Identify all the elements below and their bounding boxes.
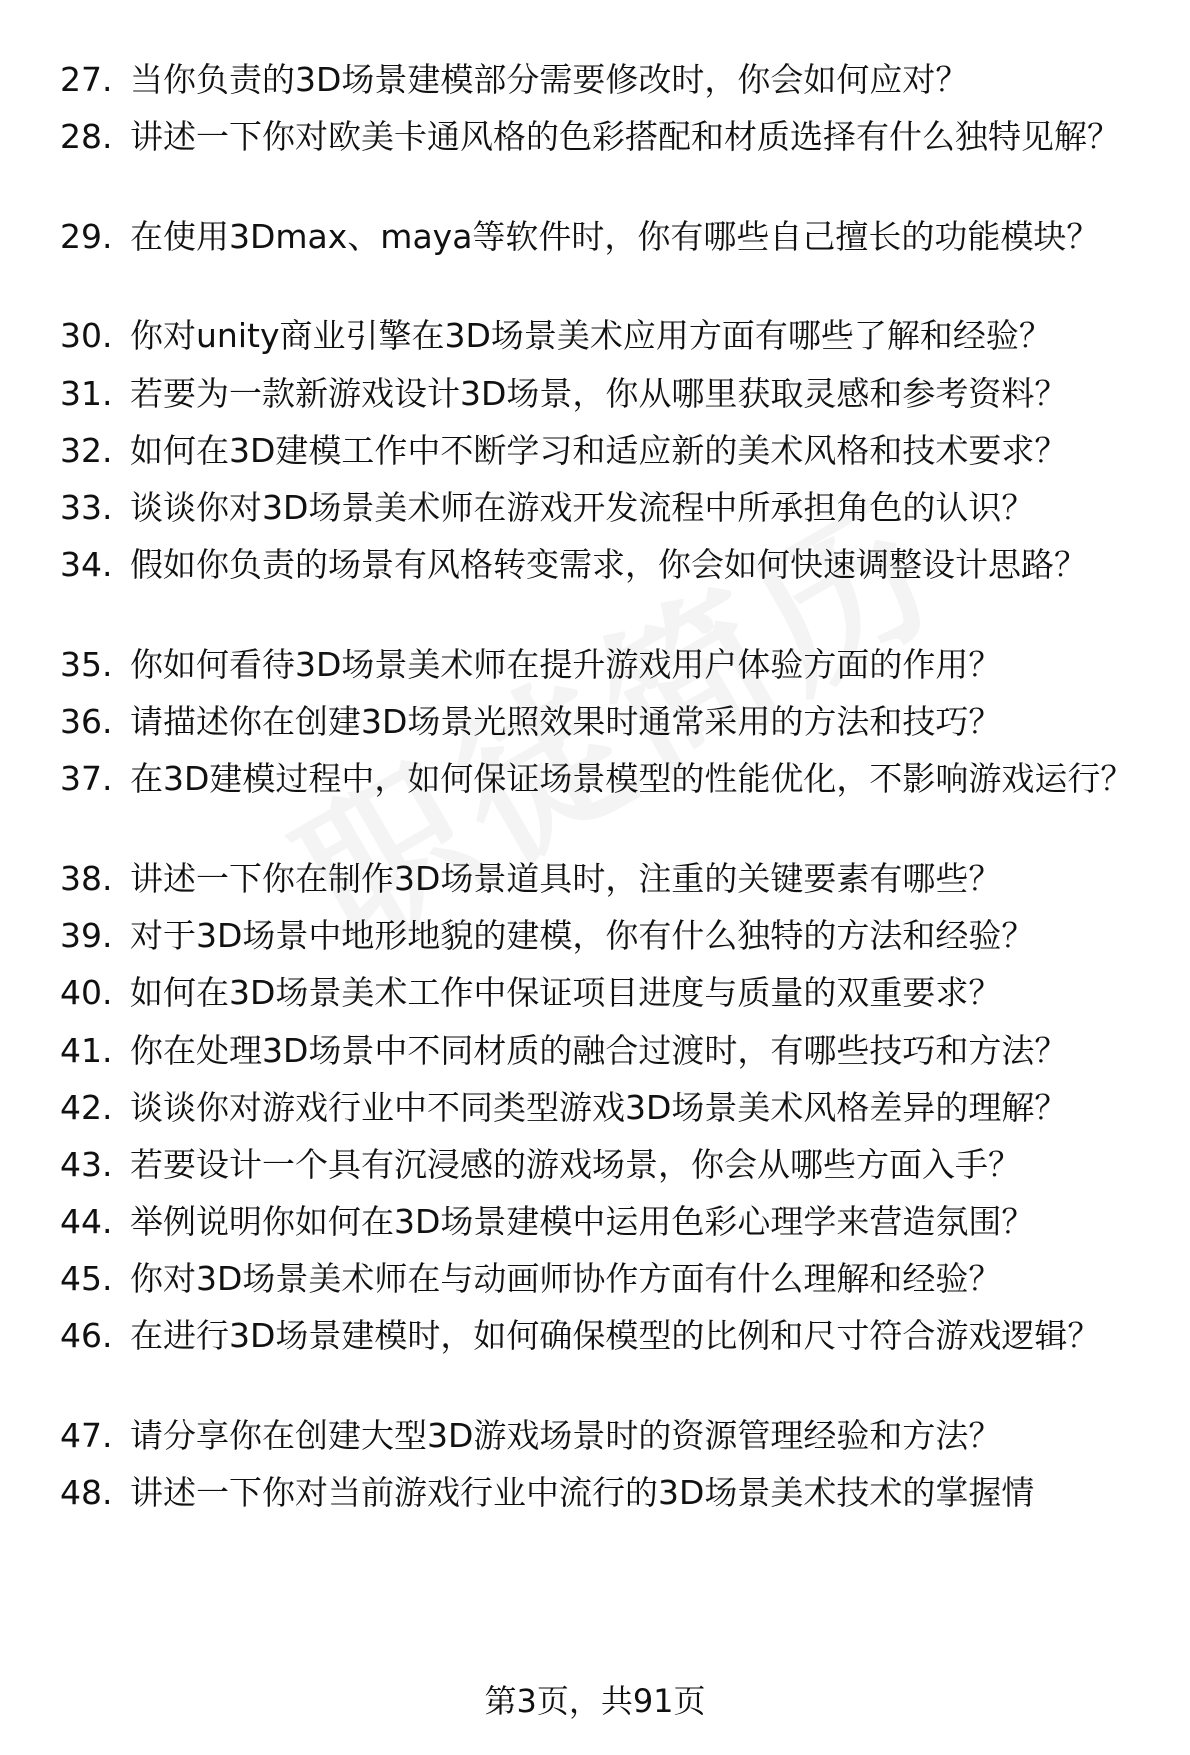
question-text: 讲述一下你对欧美卡通风格的色彩搭配和材质选择有什么独特见解？ xyxy=(130,117,1120,156)
question-number: 46. xyxy=(60,1316,113,1355)
question-text: 在使用3Dmax、maya等软件时，你有哪些自己擅长的功能模块？ xyxy=(130,217,1100,256)
question-number: 37. xyxy=(60,759,113,798)
question-text: 谈谈你对游戏行业中不同类型游戏3D场景美术风格差异的理解？ xyxy=(130,1088,1068,1127)
question-number: 28. xyxy=(60,117,113,156)
question-number: 36. xyxy=(60,702,113,741)
question-number: 39. xyxy=(60,916,113,955)
question-text: 如何在3D建模工作中不断学习和适应新的美术风格和技术要求？ xyxy=(130,431,1068,470)
question-text: 你如何看待3D场景美术师在提升游戏用户体验方面的作用？ xyxy=(130,645,1002,684)
question-number: 30. xyxy=(60,316,113,355)
question-text: 你对3D场景美术师在与动画师协作方面有什么理解和经验？ xyxy=(130,1259,1002,1298)
question-number: 45. xyxy=(60,1259,113,1298)
question-text: 请分享你在创建大型3D游戏场景时的资源管理经验和方法？ xyxy=(130,1416,1002,1455)
question-number: 47. xyxy=(60,1416,113,1455)
question-number: 33. xyxy=(60,488,113,527)
question-text: 假如你负责的场景有风格转变需求，你会如何快速调整设计思路？ xyxy=(130,545,1087,584)
question-number: 42. xyxy=(60,1088,113,1127)
question-text: 请描述你在创建3D场景光照效果时通常采用的方法和技巧？ xyxy=(130,702,1002,741)
question-text: 当你负责的3D场景建模部分需要修改时，你会如何应对？ xyxy=(130,60,969,99)
question-text: 在3D建模过程中，如何保证场景模型的性能优化，不影响游戏运行？ xyxy=(130,759,1134,798)
question-number: 43. xyxy=(60,1145,113,1184)
question-text: 若要为一款新游戏设计3D场景，你从哪里获取灵感和参考资料？ xyxy=(130,374,1068,413)
question-text: 讲述一下你对当前游戏行业中流行的3D场景美术技术的掌握情 xyxy=(130,1473,1035,1512)
question-text: 举例说明你如何在3D场景建模中运用色彩心理学来营造氛围？ xyxy=(130,1202,1035,1241)
question-number: 35. xyxy=(60,645,113,684)
question-number: 44. xyxy=(60,1202,113,1241)
question-number: 27. xyxy=(60,60,113,99)
question-number: 31. xyxy=(60,374,113,413)
question-number: 48. xyxy=(60,1473,113,1512)
page-number: 第3页，共91页 xyxy=(484,1682,706,1720)
question-number: 34. xyxy=(60,545,113,584)
question-text: 对于3D场景中地形地貌的建模，你有什么独特的方法和经验？ xyxy=(130,916,1035,955)
question-text: 谈谈你对3D场景美术师在游戏开发流程中所承担角色的认识？ xyxy=(130,488,1035,527)
question-number: 41. xyxy=(60,1031,113,1070)
question-number: 32. xyxy=(60,431,113,470)
question-number: 38. xyxy=(60,859,113,898)
question-text: 如何在3D场景美术工作中保证项目进度与质量的双重要求？ xyxy=(130,973,1002,1012)
question-number: 40. xyxy=(60,973,113,1012)
question-number: 29. xyxy=(60,217,113,256)
question-text: 在进行3D场景建模时，如何确保模型的比例和尺寸符合游戏逻辑？ xyxy=(130,1316,1101,1355)
question-text: 你对unity商业引擎在3D场景美术应用方面有哪些了解和经验？ xyxy=(130,316,1052,355)
question-text: 若要设计一个具有沉浸感的游戏场景，你会从哪些方面入手？ xyxy=(130,1145,1021,1184)
question-text: 讲述一下你在制作3D场景道具时，注重的关键要素有哪些？ xyxy=(130,859,1002,898)
question-text: 你在处理3D场景中不同材质的融合过渡时，有哪些技巧和方法？ xyxy=(130,1031,1068,1070)
